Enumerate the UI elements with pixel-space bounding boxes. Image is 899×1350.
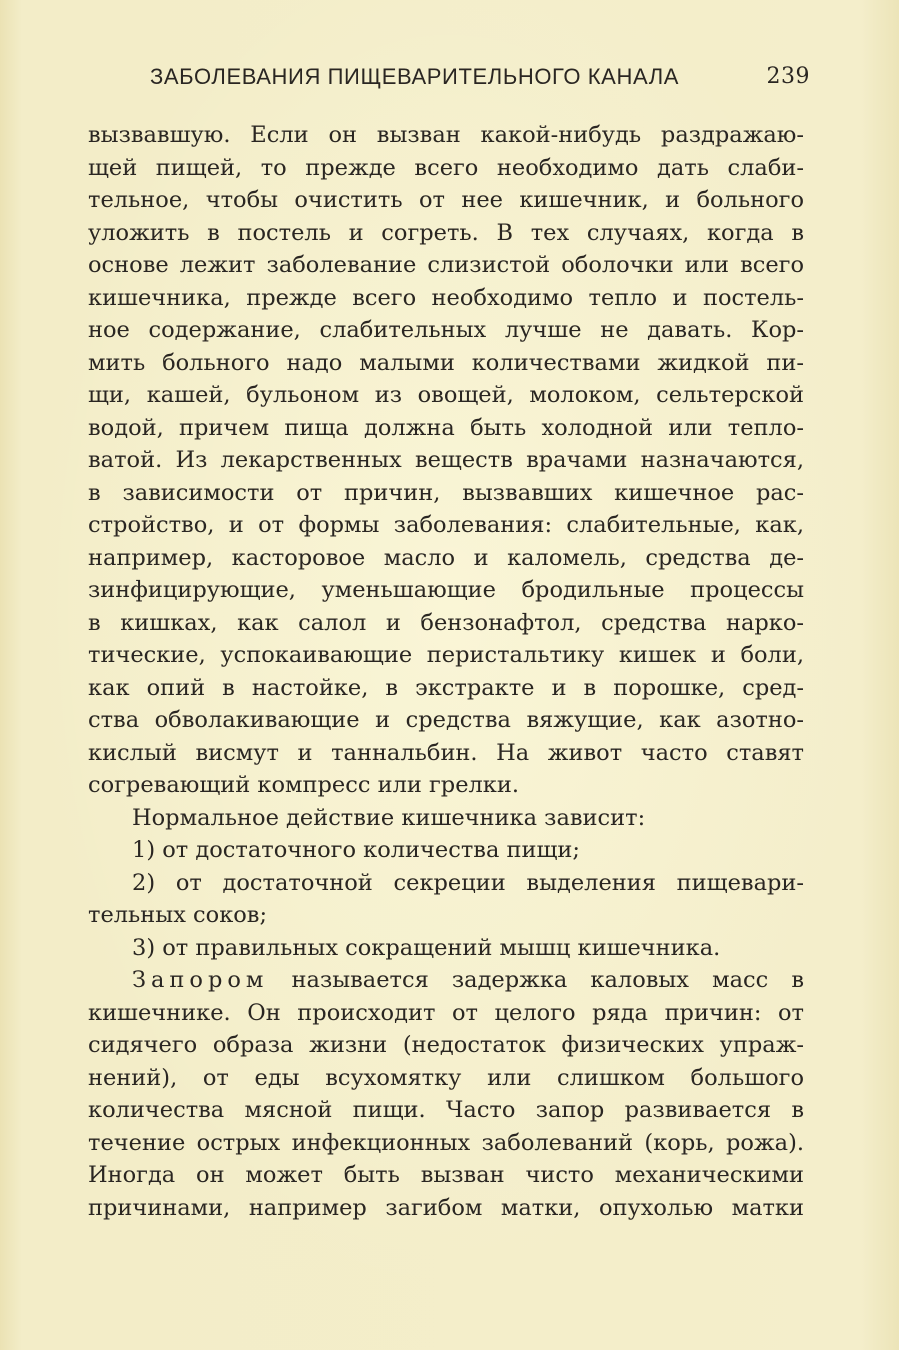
text-line: кислый висмут и таннальбин. На живот часто ставят	[88, 739, 804, 766]
text-line: основе лежит заболевание слизистой оболочки или всего	[88, 252, 804, 278]
text-line: в кишках, как салол и бензонафтол, средства нарко-	[88, 609, 804, 636]
text-line: тические, успокаивающие перистальтику кишек и боли,	[88, 642, 804, 668]
text-line: ватой. Из лекарственных веществ врачами назначаются,	[88, 447, 804, 473]
text-line: согревающий компресс или грелки.	[88, 772, 520, 798]
list-item: 1) от достаточного количества пищи;	[132, 837, 581, 863]
text-line: как опий в настойке, в экстракте и в порошке, сред-	[88, 674, 804, 701]
text-line: щей пищей, то прежде всего необходимо дать слаби-	[88, 154, 804, 181]
paragraph-line: Нормальное действие кишечника зависит:	[132, 804, 646, 831]
text-line: вызвавшую. Если он вызван какой-нибудь раздражаю-	[88, 122, 804, 148]
text-line: кишечнике. Он происходит от целого ряда причин: от	[88, 999, 804, 1026]
text-line: сидячего образа жизни (недостаток физических упраж-	[88, 1032, 804, 1058]
text-line: водой, причем пища должна быть холодной или тепло-	[88, 414, 804, 441]
text-line: кишечника, прежде всего необходимо тепло и постель-	[88, 284, 804, 311]
page-header	[150, 64, 810, 98]
text-line: мить больного надо малыми количествами жидкой пи-	[88, 349, 804, 376]
text-line: количества мясной пищи. Часто запор развивается в	[88, 1097, 804, 1123]
text-line: ства обволакивающие и средства вяжущие, как азотно-	[88, 707, 804, 733]
spaced-term: Запором	[132, 967, 269, 993]
text-line: стройство, и от формы заболевания: слабительные, как,	[88, 512, 804, 538]
text-line: причинами, например загибом матки, опухолью матки	[88, 1194, 804, 1221]
text-line: в зависимости от причин, вызвавших кишечное рас-	[88, 479, 804, 506]
text-line: тельное, чтобы очистить от нее кишечник, и больного	[88, 187, 804, 213]
text-line: уложить в постель и согреть. В тех случаях, когда в	[88, 219, 804, 246]
paragraph-line	[88, 964, 804, 997]
text-line: тельных соков;	[88, 902, 268, 928]
text-line: ное содержание, слабительных лучше не давать. Кор-	[88, 317, 804, 343]
body-text	[88, 119, 804, 1224]
text-line: например, касторовое масло и каломель, средства де-	[88, 544, 804, 571]
page-number: 239	[766, 64, 810, 89]
text-line: щи, кашей, бульоном из овощей, молоком, сельтерской	[88, 382, 804, 408]
running-title: ЗАБОЛЕВАНИЯ ПИЩЕВАРИТЕЛЬНОГО КАНАЛА	[150, 64, 680, 89]
text-fragment: называется задержка каловых масс в	[291, 967, 804, 993]
text-line: нений), от еды всухомятку или слишком большого	[88, 1064, 804, 1091]
list-item: 2) от достаточной секреции выделения пищевари-	[132, 869, 804, 896]
text-line: Иногда он может быть вызван чисто механическими	[88, 1162, 804, 1188]
text-line: зинфицирующие, уменьшающие бродильные процессы	[88, 577, 804, 603]
list-item: 3) от правильных сокращений мышц кишечника.	[132, 934, 721, 961]
text-line: течение острых инфекционных заболеваний (корь, рожа).	[88, 1129, 804, 1156]
